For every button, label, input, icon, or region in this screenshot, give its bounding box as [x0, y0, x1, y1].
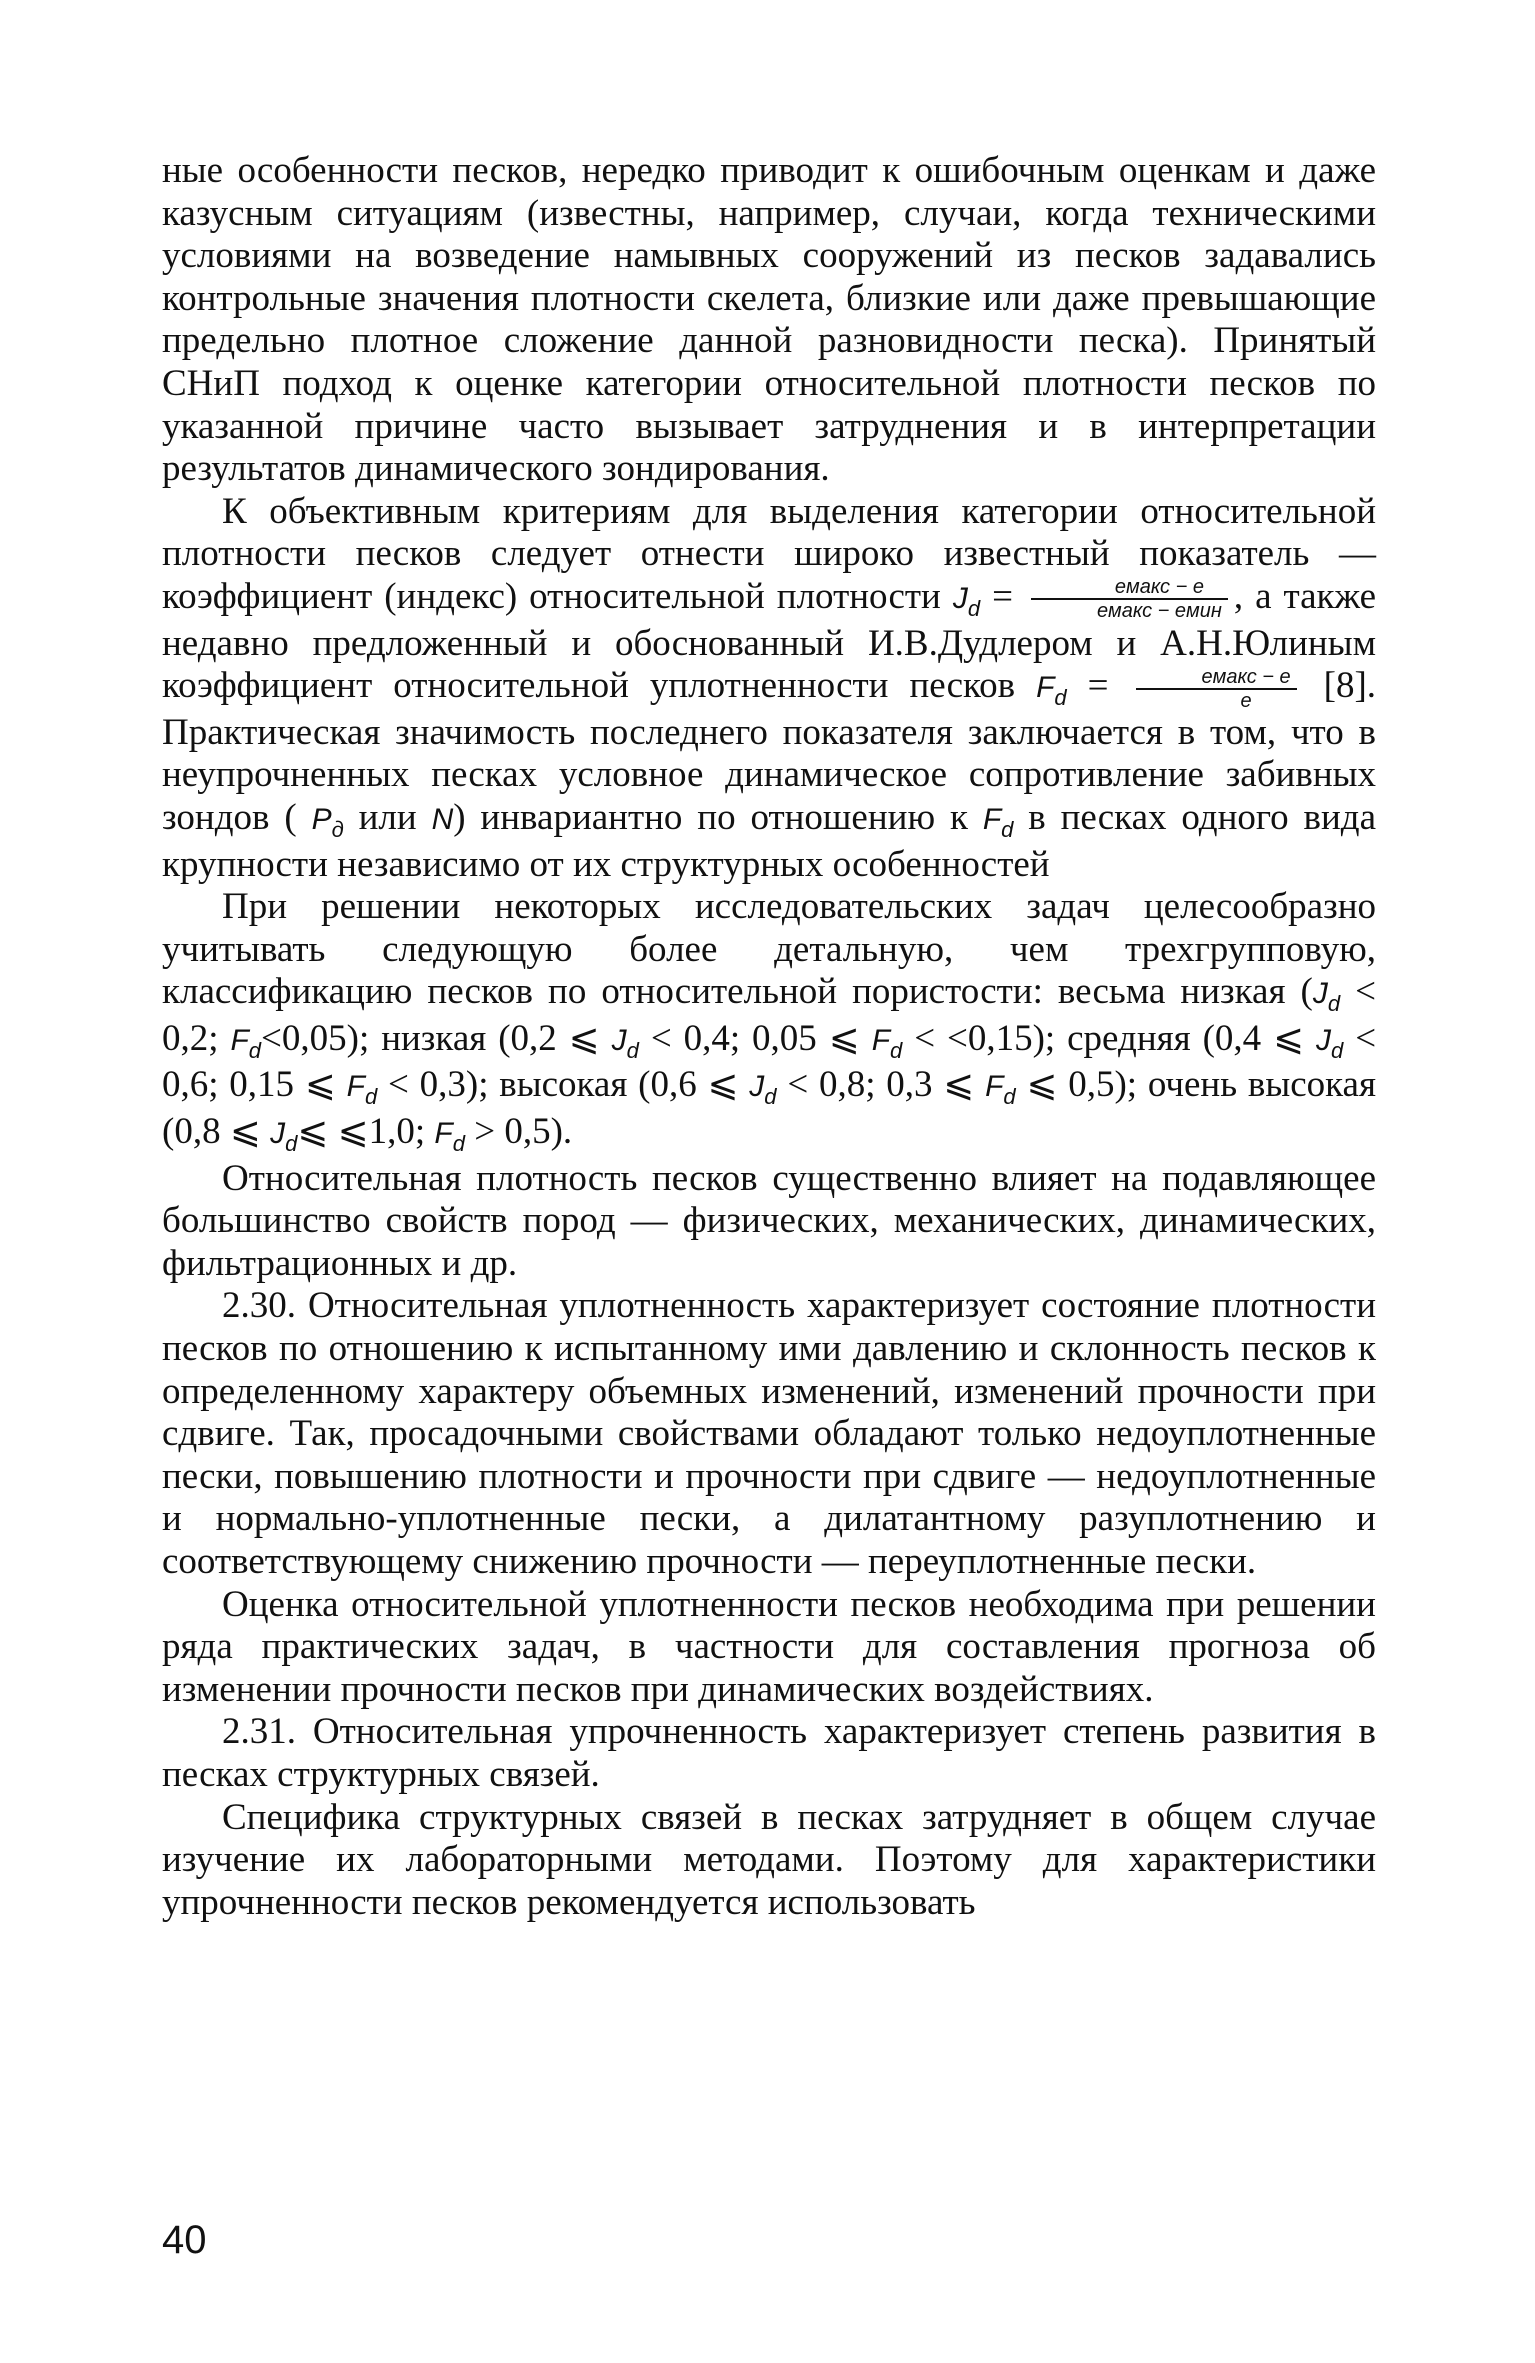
jd-fraction: [1031, 576, 1228, 622]
fd-inline-2: $F_d$: [871, 1023, 903, 1063]
p3-text-b: < 0,2;: [162, 971, 1376, 1059]
p3-text-d: < 0,4; 0,05 ⩽: [650, 1017, 860, 1059]
fd-equals: =: [1087, 665, 1109, 707]
p3-text-f: < 0,6; 0,15 ⩽: [162, 1017, 1377, 1106]
p3-text-c: <0,05); низкая (0,2 ⩽: [261, 1017, 600, 1059]
fd-inline-5: $F_d$: [434, 1117, 465, 1157]
p2-text-a: К объективным критериям для выделения категории относительной плотности песков следует отнести широко известный показатель — коэффициент (индекс) относительной плотности: [162, 490, 1376, 617]
fd-inline-1: $F_d$: [230, 1023, 262, 1063]
jd-inline-3: $J_d$: [1316, 1023, 1344, 1063]
fd-inline-4: $F_d$: [985, 1070, 1016, 1110]
p3-text-e: < <0,15); средняя (0,4 ⩽: [914, 1017, 1305, 1059]
jd-inline-5: $J_d$: [270, 1117, 298, 1157]
p3-text-k: > 0,5).: [474, 1111, 573, 1153]
p3-text-h: < 0,8; 0,3 ⩽: [787, 1064, 975, 1106]
page-number: 40: [162, 2218, 207, 2262]
jd-numerator: eмакс − e: [1114, 576, 1204, 599]
p3-text-i: ⩽ 0,5); очень высокая (0,8 ⩽: [162, 1064, 1376, 1153]
fd-symbol-2: $F_d$: [982, 802, 1014, 842]
fd-fraction: [1136, 666, 1297, 712]
fd-inline-3: $F_d$: [346, 1070, 378, 1110]
jd-inline-2: $J_d$: [611, 1023, 639, 1063]
jd-symbol: $J_d$: [952, 581, 981, 621]
p3-text-g: < 0,3); высокая (0,6 ⩽: [387, 1064, 739, 1106]
paragraph-3: [162, 886, 1376, 1158]
p2-text-f: в песках одного вида крупности независимо от их структурных особенностей: [162, 796, 1377, 885]
body-text: [162, 150, 1376, 1924]
paragraph-1: ные особенности песков, нередко приводит к ошибочным оценкам и даже казусным ситуациям (известны, например, случаи, когда техническими условиями на возведение намывных сооружений из песков задавались контрольные значения плотности скелета, близкие или даже превышающие предельно плотное сложение данной разновидности песка). Принятый СНиП подход к оценке категории относительной плотности песков по указанной причине часто вызывает затруднения и в интерпретации результатов динамического зондирования.: [162, 150, 1376, 490]
jd-inline-1: $J_d$: [1312, 977, 1341, 1017]
p2-text-c: [8]. Практическая значимость последнего показателя заключается в том, что в неупрочненных песках условное динамическое сопротивление забивных зондов (: [162, 665, 1377, 838]
paragraph-2: [162, 491, 1376, 886]
paragraph-5: 2.30. Относительная уплотненность характеризует состояние плотности песков по отношению к испытанному ими давлению и склонность песков к определенному характеру объемных изменений, изменений прочности при сдвиге. Так, просадочными свойствами обладают только недоуплотненные пески, повышению плотности и прочности при сдвиге — недоуплотненные и нормально-уплотненные пески, а дилатантному разуплотнению и соответствующему снижению прочности — переуплотненные пески.: [162, 1285, 1376, 1582]
fd-symbol: $F_d$: [1036, 671, 1067, 711]
fd-denominator: e: [1136, 688, 1297, 712]
paragraph-4: Относительная плотность песков существенно влияет на подавляющее большинство свойств пород — физических, механических, динамических, фильтрационных и др.: [162, 1157, 1376, 1284]
paragraph-7: 2.31. Относительная упрочненность характеризует степень развития в песках структурных связей.: [162, 1711, 1376, 1795]
jd-inline-4: $J_d$: [749, 1070, 777, 1110]
fd-numerator: eмакс − e: [1201, 665, 1291, 688]
jd-equals: =: [992, 575, 1013, 617]
p2-text-b: , а также недавно предложенный и обоснованный И.В.Дудлером и А.Н.Юлиным коэффициент относительной уплотненности песков: [162, 575, 1377, 707]
p3-text-j: ⩽ ⩽1,0;: [297, 1111, 426, 1153]
jd-denominator: eмакс − eмин: [1031, 598, 1228, 622]
p2-text-e: ) инвариантно по отношению к: [453, 796, 968, 838]
n-symbol: N: [431, 802, 454, 836]
p3-text-a: При решении некоторых исследовательских задач целесообразно учитывать следующую более детальную, чем трехгрупповую, классификацию песков по относительной пористости: весьма низкая (: [162, 886, 1376, 1013]
paragraph-6: Оценка относительной уплотненности песков необходима при решении ряда практических задач, в частности для составления прогноза об изменении прочности песков при динамических воздействиях.: [162, 1583, 1376, 1710]
p2-text-d: или: [358, 796, 417, 838]
pd-symbol: $P_д$: [311, 802, 344, 842]
paragraph-8: Специфика структурных связей в песках затрудняет в общем случае изучение их лабораторными методами. Поэтому для характеристики упрочненности песков рекомендуется использовать: [162, 1796, 1376, 1923]
